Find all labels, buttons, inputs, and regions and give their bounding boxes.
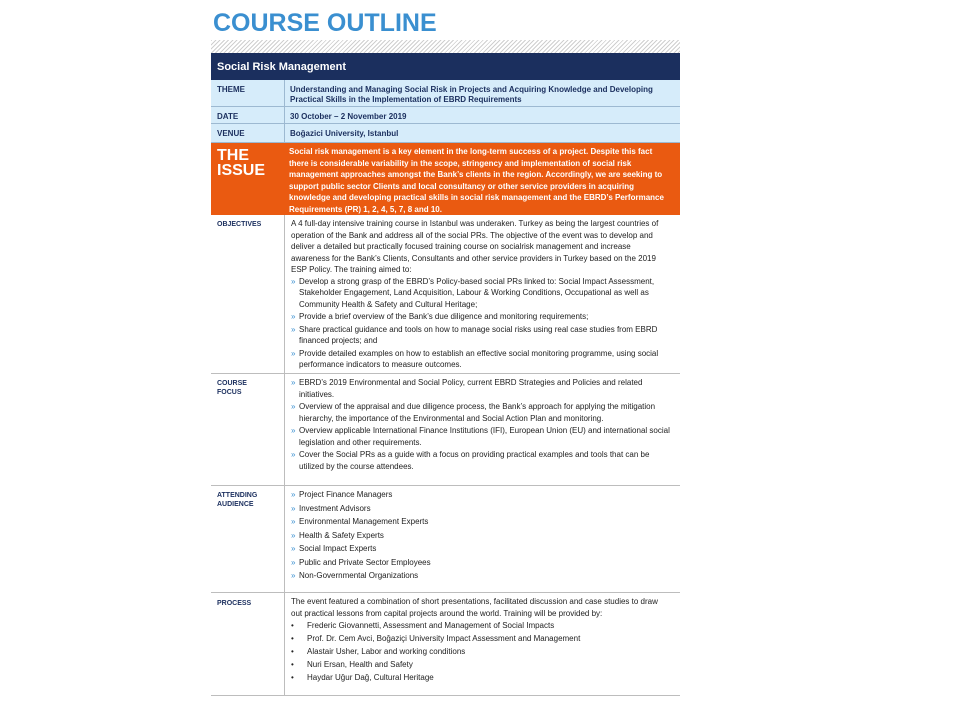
list-item: » Develop a strong grasp of the EBRD’s Policy-based social PRs linked to: Social Impact Assessment, Stakeholder Engagement, Land Acquisition, Labour & Working Conditions, Occupational as well as Community Health & Safety and Cultural Heritage; [291,276,655,309]
date-label: DATE [217,112,239,121]
list-item: » EBRD’s 2019 Environmental and Social Policy, current EBRD Strategies and Policies and related initiatives. [291,378,643,399]
process-label: PROCESS [217,600,252,607]
list-item: • Alastair Usher, Labor and working conditions [291,647,466,656]
arrow-bullet-icon: » [291,544,296,553]
list-item: » Public and Private Sector Employees [291,557,431,567]
row-separator [284,215,285,373]
list-item: » Overview applicable International Finance Institutions (IFI), European Union (EU) and international social legislation and other requirements. [291,426,670,447]
date-row [211,107,680,124]
arrow-bullet-icon: » [291,378,296,387]
list-item: • Prof. Dr. Cem Avci, Boğaziçi University Impact Assessment and Management [291,634,581,643]
list-item: » Provide detailed examples on how to establish an effective social monitoring programme, using social performance indicators to measure outcomes. [291,348,659,369]
bullet-icon: • [291,660,294,669]
list-item: » Cover the Social PRs as a guide with a focus on providing practical examples and tools that can be utilized by the course attendees. [291,450,650,471]
row-separator [284,486,285,592]
list-item: » Project Finance Managers [291,490,393,499]
list-item: • Nuri Ersan, Health and Safety [291,660,413,669]
theme-label: THEME [217,85,245,94]
bullet-icon: • [291,634,294,643]
row-separator [284,593,285,695]
bullet-icon: • [291,647,294,656]
audience-section [211,486,680,593]
process-section [211,593,680,696]
issue-text: Social risk management is a key element in the long-term success of a project. Despite this fact there is considerable variability in the scope, stringency and implementation of social risk management approaches amongst the Bank’s clients in the region. Accordingly, we are seeking to support public sector Clients and local consultancy or other service providers in acquiring knowledge and developing practical skills in social risk management and the EBRD’s Performance Requirements (PR) 1, 2, 4, 5, 7, 8 and 10. [289,147,664,214]
list-item: » Share practical guidance and tools on how to manage social risks using real case studies from EBRD financed projects; and [291,324,658,345]
list-item: » Environmental Management Experts [291,517,429,526]
venue-label: VENUE [217,129,245,138]
date-value: 30 October – 2 November 2019 [290,112,407,121]
arrow-bullet-icon: » [291,503,296,513]
row-separator [284,80,285,106]
audience-list [291,489,670,582]
arrow-bullet-icon: » [291,426,296,435]
list-item: • Haydar Uğur Dağ, Cultural Heritage [291,673,434,682]
venue-value: Boğazici University, Istanbul [290,129,399,138]
arrow-bullet-icon: » [291,490,296,499]
objectives-body [291,218,670,372]
arrow-bullet-icon: » [291,348,296,358]
list-item: » Investment Advisors [291,503,371,513]
objectives-intro: A 4 full-day intensive training course in Istanbul was underaken. Turkey as being the largest countries of operation of the Bank and address all of the social PRs. The objective of the event was to develop and deliver a detailed but practically focused training course on socialrisk management and increase awareness for the Bank’s Clients, Consultants and other service providers in Turkey based on the 2019 ESP Policy. The training aimed to: [291,219,659,274]
issue-heading-line2: ISSUE [217,162,266,179]
list-item: » Overview of the appraisal and due diligence process, the Bank’s approach for applying the mitigation hierarchy, the importance of the Environmental and Social Action Plan and monitoring. [291,402,656,423]
arrow-bullet-icon: » [291,517,296,526]
arrow-bullet-icon: » [291,276,296,286]
row-separator [284,374,285,485]
arrow-bullet-icon: » [291,324,296,334]
list-item: » Social Impact Experts [291,544,377,553]
audience-body [291,489,670,584]
list-item: » Health & Safety Experts [291,530,384,540]
arrow-bullet-icon: » [291,312,296,321]
arrow-bullet-icon: » [291,450,296,459]
arrow-bullet-icon: » [291,530,296,540]
list-item: • Frederic Giovannetti, Assessment and Management of Social Impacts [291,621,555,630]
arrow-bullet-icon: » [291,557,296,567]
issue-section [211,143,680,215]
theme-row [211,80,680,107]
list-item: » Non-Governmental Organizations [291,571,419,580]
arrow-bullet-icon: » [291,402,296,411]
objectives-list [291,276,670,371]
hatched-divider [211,40,680,53]
theme-value: Understanding and Managing Social Risk in Projects and Acquiring Knowledge and Developing Practical Skills in the Implementation of EBRD Requirements [290,85,653,104]
venue-row [211,124,680,143]
list-item: » Provide a brief overview of the Bank’s due diligence and monitoring requirements; [291,312,589,321]
course-focus-list [291,377,670,472]
process-intro: The event featured a combination of short presentations, facilitated discussion and case studies to draw out practical lessons from capital projects around the world. Training will be provided by: [291,597,658,618]
course-focus-body [291,377,670,473]
course-focus-section [211,374,680,486]
row-separator [284,124,285,142]
bullet-icon: • [291,673,294,682]
trainers-list [291,620,670,684]
course-focus-label: COURSE FOCUS [217,380,247,396]
course-title-band: Social Risk Management [211,53,680,80]
bullet-icon: • [291,621,294,630]
page-title: COURSE OUTLINE [213,9,437,37]
issue-heading [217,148,265,178]
row-separator [284,107,285,123]
arrow-bullet-icon: » [291,571,296,580]
objectives-section [211,215,680,374]
process-body [291,596,670,685]
audience-label: ATTENDING AUDIENCE [217,492,258,508]
objectives-label: OBJECTIVES [217,221,262,228]
issue-heading-line1: THE [217,147,249,164]
